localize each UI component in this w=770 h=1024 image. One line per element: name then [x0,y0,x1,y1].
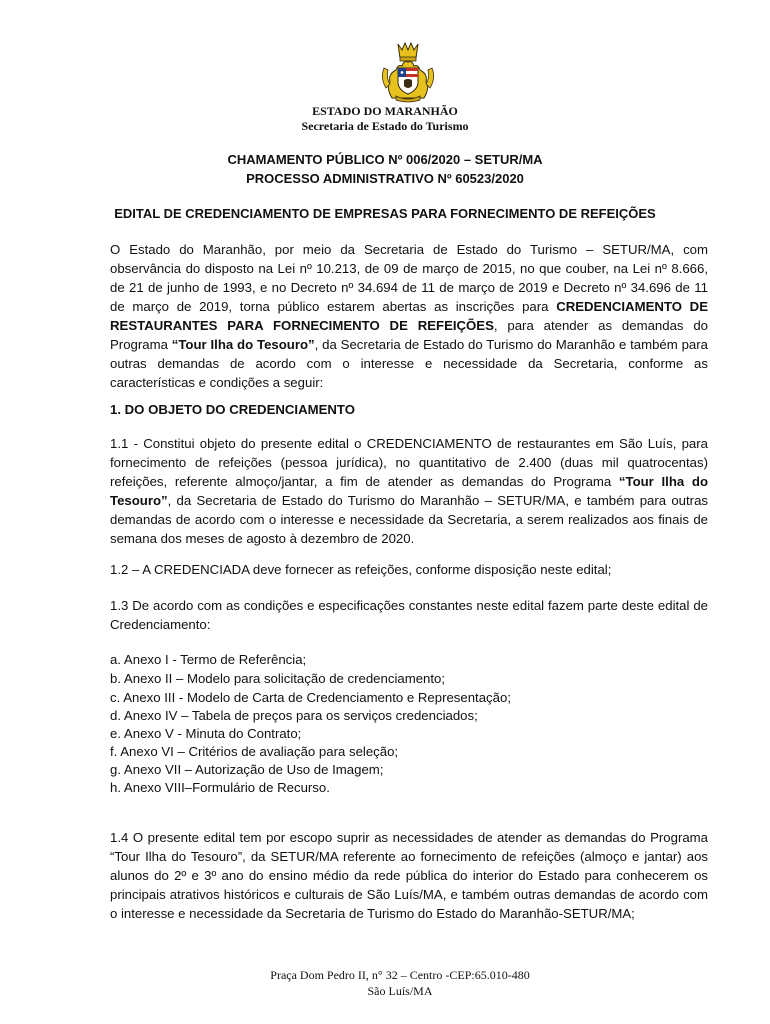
annex-item: c. Anexo III - Modelo de Carta de Credenciamento e Representação; [110,690,511,705]
footer-city: São Luís/MA [367,984,433,998]
process-number-title: PROCESSO ADMINISTRATIVO Nº 60523/2020 [246,171,524,186]
clause-1-1 [110,434,708,548]
intro-text-1: O Estado do Maranhão, por meio da Secretaria de Estado do Turismo – SETUR/MA, com observância do disposto na Lei nº 10.213, de 09 de março de 2015, no que couber, na Lei nº 8.666, de 21 de junho de 1993, e no Decreto nº 34.694 de 11 de março de 2019 e Decreto nº 34.696 de 11 de março de 2019, torna público estarem abertas as inscrições para [110,242,708,314]
intro-bold-credenciamento: CREDENCIAMENTO DE RESTAURANTES PARA FORNECIMENTO DE REFEIÇÕES [110,299,708,333]
intro-text-3: , da Secretaria de Estado do Turismo do Maranhão e também para outras demandas de acordo com o interesse e necessidade da Secretaria, conforme as características e condições a seguir: [110,337,708,390]
annex-item: d. Anexo IV – Tabela de preços para os serviços credenciados; [110,708,478,723]
edital-title: EDITAL DE CREDENCIAMENTO DE EMPRESAS PARA FORNECIMENTO DE REFEIÇÕES [114,206,656,221]
clause-1-1-bold-program: “Tour Ilha do Tesouro” [110,474,709,508]
clause-1-1-text-2: , da Secretaria de Estado do Turismo do Maranhão – SETUR/MA, e também para outras demandas de acordo com o interesse e necessidade da Secretaria, a serem realizados aos finais de semana dos meses de agosto à dezembro de 2020. [110,493,708,546]
public-call-title: CHAMAMENTO PÚBLICO Nº 006/2020 – SETUR/MA [227,152,543,167]
secretariat-name: Secretaria de Estado do Turismo [301,119,469,133]
intro-bold-program: “Tour Ilha do Tesouro” [171,337,315,352]
clause-1-3: 1.3 De acordo com as condições e especificações constantes neste edital fazem parte deste edital de Credenciamento: [110,598,708,632]
clause-1-2: 1.2 – A CREDENCIADA deve fornecer as refeições, conforme disposição neste edital; [110,562,612,577]
intro-paragraph [110,240,708,392]
annex-item: a. Anexo I - Termo de Referência; [110,652,307,667]
state-name: ESTADO DO MARANHÃO [312,104,458,118]
annex-item: e. Anexo V - Minuta do Contrato; [110,726,302,741]
intro-text-2: , para atender as demandas do Programa [110,318,708,352]
coat-of-arms-icon [376,38,440,104]
footer-address: Praça Dom Pedro II, n° 32 – Centro -CEP:65.010-480 [270,968,530,982]
annex-item: h. Anexo VIII–Formulário de Recurso. [110,780,330,795]
annex-item: g. Anexo VII – Autorização de Uso de Imagem; [110,762,384,777]
section-1-heading: 1. DO OBJETO DO CREDENCIAMENTO [110,402,355,417]
clause-1-1-text-1: 1.1 - Constitui objeto do presente edital o CREDENCIAMENTO de restaurantes em São Luís, para fornecimento de refeições (pessoa jurídica), no quantitativo de 2.400 (duas mil quatrocentas) refeições, referente almoço/jantar, a fim de atender as demandas do Programa [110,436,708,489]
annex-item: f. Anexo VI – Critérios de avaliação para seleção; [110,744,399,759]
annex-item: b. Anexo II – Modelo para solicitação de credenciamento; [110,671,446,686]
clause-1-4: 1.4 O presente edital tem por escopo suprir as necessidades de atender as demandas do Programa “Tour Ilha do Tesouro”, da SETUR/MA referente ao fornecimento de refeições (almoço e jantar) aos alunos do 2º e 3º ano do ensino médio da rede pública do interior do Estado para conhecerem os principais atrativos históricos e culturais de São Luís/MA, e também outras demandas de acordo com o interesse e necessidade da Secretaria de Turismo do Estado do Maranhão-SETUR/MA; [110,830,708,921]
